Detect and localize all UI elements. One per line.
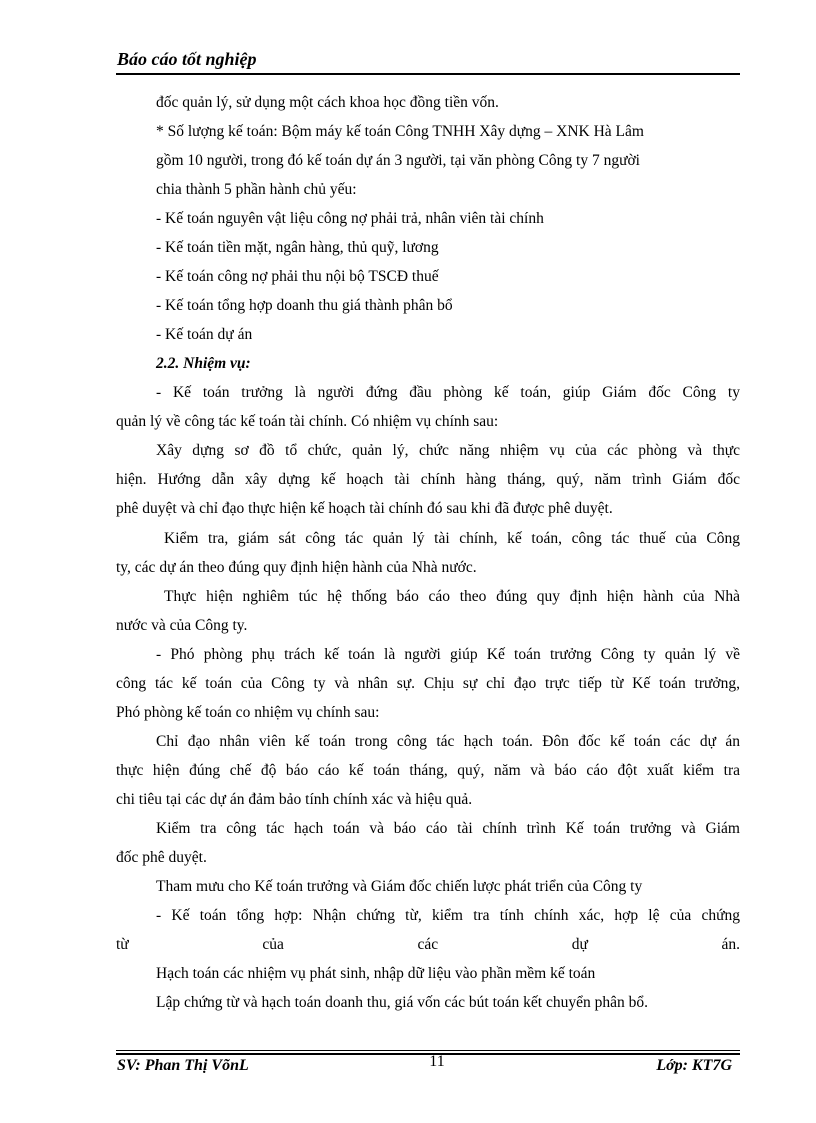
body-line: - Phó phòng phụ trách kế toán là người giúp Kế toán trưởng Công ty quản lý về xyxy=(156,646,740,663)
body-line: công tác kế toán của Công ty và nhân sự. Chịu sự chỉ đạo trực tiếp từ Kế toán trưởng, xyxy=(116,675,740,692)
body-line: hiện. Hướng dẫn xây dựng kế hoạch tài chính hàng tháng, quý, năm trình Giám đốc xyxy=(116,471,740,488)
body-line: Lập chứng từ và hạch toán doanh thu, giá vốn các bút toán kết chuyển phân bổ. xyxy=(156,994,648,1011)
body-line: gồm 10 người, trong đó kế toán dự án 3 người, tại văn phòng Công ty 7 người xyxy=(156,152,640,169)
body-line: Chỉ đạo nhân viên kế toán trong công tác hạch toán. Đôn đốc kế toán các dự án xyxy=(156,733,740,750)
body-line: Xây dựng sơ đồ tổ chức, quản lý, chức năng nhiệm vụ của các phòng và thực xyxy=(156,442,740,459)
body-line: từ của các dự án. xyxy=(116,936,740,953)
section-heading: 2.2. Nhiệm vụ: xyxy=(156,355,251,372)
body-line: - Kế toán tổng hợp: Nhận chứng từ, kiểm tra tính chính xác, hợp lệ của chứng xyxy=(156,907,740,924)
body-line: chi tiêu tại các dự án đảm bảo tính chính xác và hiệu quả. xyxy=(116,791,473,808)
page-header-title: Báo cáo tốt nghiệp xyxy=(117,49,257,69)
page-number: 11 xyxy=(429,1053,445,1070)
list-item: - Kế toán tiền mặt, ngân hàng, thủ quỹ, lương xyxy=(156,239,439,256)
header-rule xyxy=(116,73,740,75)
footer-class: Lớp: KT7G xyxy=(656,1057,732,1074)
body-line: Kiểm tra công tác hạch toán và báo cáo tài chính trình Kế toán trưởng và Giám xyxy=(156,820,740,837)
body-line: Tham mưu cho Kế toán trưởng và Giám đốc chiến lược phát triển của Công ty xyxy=(156,878,643,895)
body-line: Kiểm tra, giám sát công tác quản lý tài chính, kế toán, công tác thuế của Công xyxy=(164,530,740,547)
body-line: ty, các dự án theo đúng quy định hiện hành của Nhà nước. xyxy=(116,559,477,576)
list-item: - Kế toán nguyên vật liệu công nợ phải trả, nhân viên tài chính xyxy=(156,210,544,227)
list-item: - Kế toán tổng hợp doanh thu giá thành phân bổ xyxy=(156,297,453,314)
list-item: - Kế toán công nợ phải thu nội bộ TSCĐ thuế xyxy=(156,268,439,285)
footer-student-name: SV: Phan Thị VõnL xyxy=(117,1057,249,1074)
body-line: chia thành 5 phần hành chủ yếu: xyxy=(156,181,357,198)
body-line: quản lý về công tác kế toán tài chính. Có nhiệm vụ chính sau: xyxy=(116,413,499,430)
body-line: Phó phòng kế toán co nhiệm vụ chính sau: xyxy=(116,704,380,721)
body-line: thực hiện đúng chế độ báo cáo kế toán tháng, quý, năm và báo cáo đột xuất kiểm tra xyxy=(116,762,740,779)
body-line: Hạch toán các nhiệm vụ phát sinh, nhập dữ liệu vào phần mềm kế toán xyxy=(156,965,596,982)
body-line: Thực hiện nghiêm túc hệ thống báo cáo theo đúng quy định hiện hành của Nhà xyxy=(164,588,740,605)
body-line: - Kế toán trưởng là người đứng đầu phòng kế toán, giúp Giám đốc Công ty xyxy=(156,384,740,401)
body-line: đốc quản lý, sử dụng một cách khoa học đồng tiền vốn. xyxy=(156,94,499,111)
list-item: - Kế toán dự án xyxy=(156,326,253,343)
footer-rule xyxy=(116,1050,740,1051)
body-line: nước và của Công ty. xyxy=(116,617,248,634)
body-line: đốc phê duyệt. xyxy=(116,849,207,866)
body-line: * Số lượng kế toán: Bộm máy kế toán Công TNHH Xây dựng – XNK Hà Lâm xyxy=(156,123,644,140)
body-line: phê duyệt và chỉ đạo thực hiện kế hoạch tài chính đó sau khi đã được phê duyệt. xyxy=(116,500,613,517)
